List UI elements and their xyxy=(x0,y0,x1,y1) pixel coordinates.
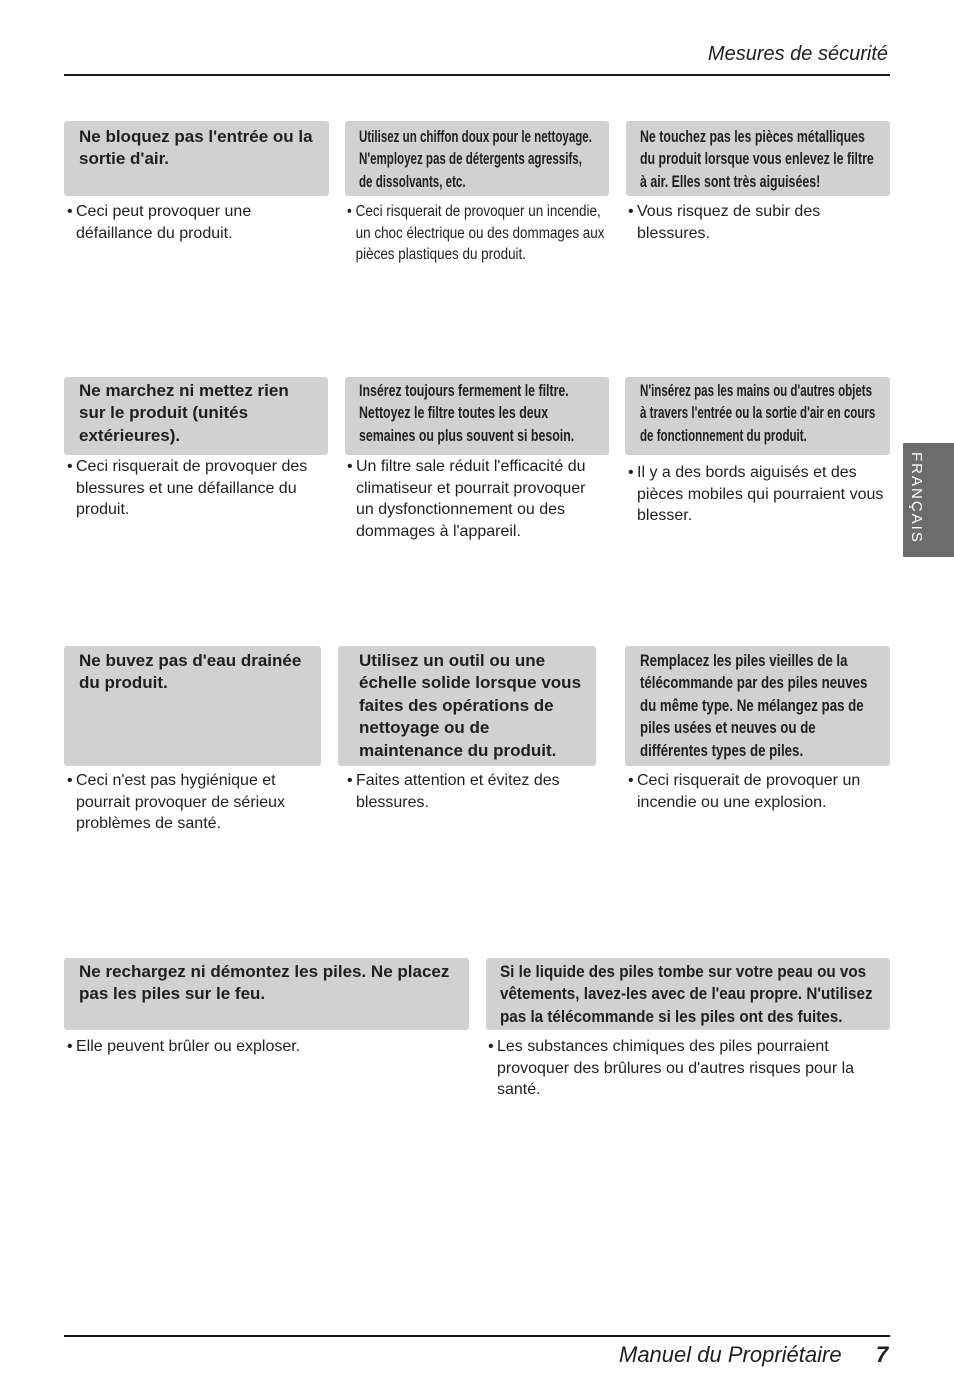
warning-text: Remplacez les piles vieilles de la télécommande par des piles neuves du même type. Ne mélangez pas de piles usées et neuves ou de différentes types de piles. xyxy=(640,652,868,760)
consequence-note xyxy=(347,456,586,542)
consequence-text: Les substances chimiques des piles pourraient provoquer des brûlures ou d'autres risques pour la santé. xyxy=(497,1038,855,1098)
warning-text: Ne rechargez ni démontez les piles. Ne placez pas les piles sur le feu. xyxy=(79,962,450,1004)
warning-box xyxy=(64,377,328,455)
consequence-note xyxy=(488,1036,854,1101)
warning-box xyxy=(64,646,321,766)
bullet-marker: • xyxy=(67,203,73,220)
warning-box xyxy=(338,646,596,766)
consequence-note xyxy=(347,201,604,266)
consequence-text: Ceci peut provoquer une défaillance du produit. xyxy=(76,203,252,242)
page-number: 7 xyxy=(876,1342,889,1367)
consequence-text: Il y a des bords aiguisés et des pièces mobiles qui pourraient vous blesser. xyxy=(637,464,884,524)
consequence-text: Ceci n'est pas hygiénique et pourrait provoquer de sérieux problèmes de santé. xyxy=(76,772,286,832)
bullet-marker: • xyxy=(628,464,634,481)
warning-text: Ne touchez pas les pièces métalliques du produit lorsque vous enlevez le filtre à air. Elles sont très aiguisées! xyxy=(640,128,874,191)
bullet-marker: • xyxy=(67,458,73,475)
warning-box xyxy=(626,121,890,196)
bullet-marker: • xyxy=(347,772,353,789)
consequence-text: Ceci risquerait de provoquer un incendie, un choc électrique ou des dommages aux pièces plastiques du produit. xyxy=(355,203,605,263)
warning-text: Utilisez un outil ou une échelle solide lorsque vous faites des opérations de nettoyage ou de maintenance du produit. xyxy=(359,651,582,760)
warning-box xyxy=(345,377,609,455)
warning-box xyxy=(64,958,469,1030)
bullet-marker: • xyxy=(628,772,634,789)
bullet-marker: • xyxy=(628,203,634,220)
warning-text: Utilisez un chiffon doux pour le nettoyage. N'employez pas de détergents agressifs, de dissolvants, etc. xyxy=(359,128,592,191)
header-rule xyxy=(64,74,890,76)
warning-text: Ne marchez ni mettez rien sur le produit (unités extérieures). xyxy=(79,381,289,445)
consequence-note xyxy=(67,456,307,521)
consequence-note xyxy=(347,770,560,813)
language-tab-label: FRANÇAIS xyxy=(908,452,925,544)
consequence-note xyxy=(67,201,251,244)
consequence-note xyxy=(67,1036,300,1058)
language-tab xyxy=(903,443,954,557)
consequence-text: Vous risquez de subir des blessures. xyxy=(637,203,821,242)
consequence-note xyxy=(67,770,285,835)
warning-box xyxy=(625,377,890,455)
warning-box xyxy=(345,121,609,196)
footer-manual-title: Manuel du Propriétaire xyxy=(619,1342,842,1367)
warning-text: Ne bloquez pas l'entrée ou la sortie d'air. xyxy=(79,127,313,169)
warning-box xyxy=(486,958,890,1030)
consequence-text: Faites attention et évitez des blessures. xyxy=(356,772,560,811)
consequence-note xyxy=(628,201,820,244)
warning-text: Ne buvez pas d'eau drainée du produit. xyxy=(79,651,302,693)
warning-text: N'insérez pas les mains ou d'autres objets à travers l'entrée ou la sortie d'air en cours de fonctionnement du produit. xyxy=(640,382,876,445)
footer-rule xyxy=(64,1335,890,1337)
warning-box xyxy=(625,646,890,766)
bullet-marker: • xyxy=(347,458,353,475)
consequence-note xyxy=(628,770,860,813)
section-title: Mesures de sécurité xyxy=(707,43,888,65)
warning-box xyxy=(64,121,329,196)
consequence-text: Ceci risquerait de provoquer un incendie ou une explosion. xyxy=(637,772,861,811)
bullet-marker: • xyxy=(488,1038,494,1055)
warning-text: Insérez toujours fermement le filtre. Nettoyez le filtre toutes les deux semaines ou plus souvent si besoin. xyxy=(359,382,575,445)
consequence-text: Elle peuvent brûler ou exploser. xyxy=(76,1038,301,1055)
bullet-marker: • xyxy=(347,203,352,220)
consequence-text: Un filtre sale réduit l'efficacité du climatiseur et pourrait provoquer un dysfonctionnement ou des dommages à l'appareil. xyxy=(356,458,586,540)
warning-text: Si le liquide des piles tombe sur votre peau ou vos vêtements, lavez-les avec de l'eau propre. N'utilisez pas la télécommande si les piles ont des fuites. xyxy=(500,962,873,1026)
consequence-text: Ceci risquerait de provoquer des blessures et une défaillance du produit. xyxy=(76,458,308,518)
consequence-note xyxy=(628,462,883,527)
bullet-marker: • xyxy=(67,772,73,789)
bullet-marker: • xyxy=(67,1038,73,1055)
